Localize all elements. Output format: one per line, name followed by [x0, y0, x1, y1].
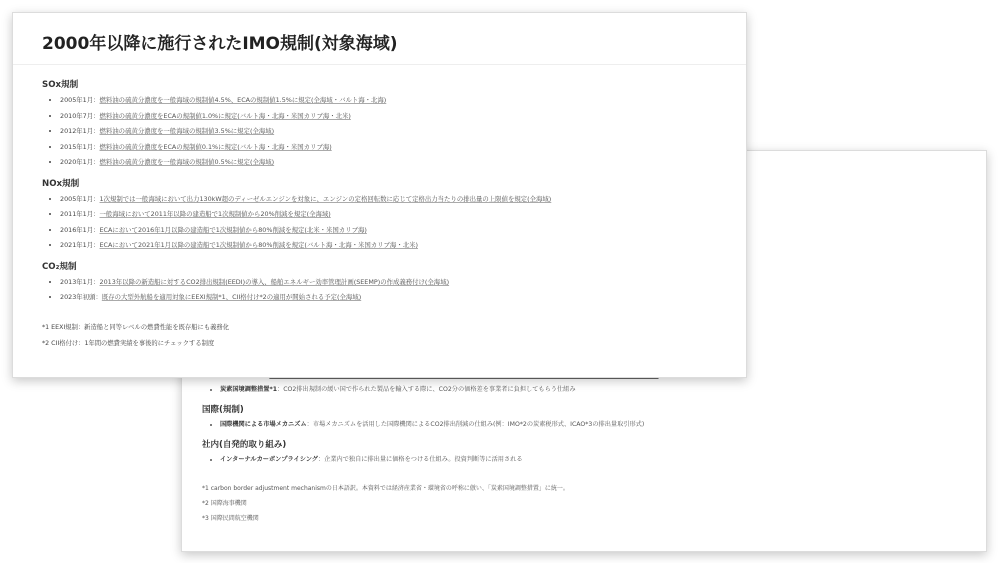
item-label: 2012年1月 — [60, 127, 94, 135]
item-label: 2015年1月 — [60, 142, 94, 151]
footnote: *2 国際海事機関 — [202, 500, 247, 507]
list-item: • 炭素国境調整措置*1：CO2排出規制の緩い国で作られた製品を輸入する際に、CO2分の価格差を事業者に負担してもらう仕組み — [220, 383, 974, 397]
item-text: CO2排出規制の緩い国で作られた製品を輸入する際に、CO2分の価格差を事業者に負担してもらう仕組み — [283, 386, 576, 393]
list-item: • 2021年1月：ECAにおいて2021年1月以降の建造船で1次規制値から80%削減を規定(バルト海・北海・米国カリブ海・北米) — [60, 238, 746, 254]
item-label: 2013年1月 — [60, 277, 94, 286]
list-item: • 2010年7月：燃料油の硫黄分濃度をECAの規制値1.0%に規定(バルト海・北海・米国カリブ海・北米) — [60, 109, 746, 125]
list-item: • 2023年初頭：既存の大型外航船を適用対象にEEXI規制*1、CII格付け*2の適用が開始される予定(全海域) — [60, 290, 746, 306]
list-item: • 2005年1月：1次規制では一般海域において出力130kW超のディーゼルエンジンを対象に、エンジンの定格回転数に応じて定格出力当たりの排出量の上限値を規定(全海域) — [60, 192, 746, 208]
item-text: 企業内で独自に排出量に価格をつける仕組み。投資判断等に活用される — [324, 456, 523, 463]
item-text: 既存の大型外航船を適用対象にEEXI規制*1、CII格付け*2の適用が開始される予定(全海域) — [101, 293, 362, 301]
item-text: 燃料油の硫黄分濃度を一般海域の規制値0.5%に規定(全海域) — [99, 158, 275, 166]
item-label: 2005年1月 — [60, 96, 94, 104]
list-item: • 2011年1月：一般海域において2011年以降の建造船で1次規制値から20%削減を規定(全海域) — [60, 207, 746, 223]
item-label: 2020年1月 — [60, 158, 94, 166]
list-item: • インターナルカーボンプライシング：企業内で独自に排出量に価格をつける仕組み。投資判断等に活用される — [220, 453, 974, 467]
item-label: 国際機関による市場メカニズム — [220, 421, 307, 428]
section-heading: CO₂規制 — [42, 261, 77, 272]
back-card-content — [202, 369, 974, 526]
footnote: *2 CII格付け：1年間の燃費実績を事後的にチェックする制度 — [42, 339, 215, 347]
item-label: インターナルカーボンプライシング — [220, 456, 318, 463]
item-label: 2023年初頭 — [60, 293, 96, 301]
front-document-card — [12, 12, 747, 378]
item-text: 燃料油の硫黄分濃度をECAの規制値0.1%に規定(バルト海・北海・米国カリブ海) — [99, 142, 332, 151]
section-heading: 国際(規制) — [202, 405, 244, 415]
footnotes — [42, 320, 746, 352]
item-text: 2013年以降の新造船に対するCO2排出規制(EEDI)の導入、船舶エネルギー効率管理計画(SEEMP)の作成義務付け(全海域) — [99, 277, 450, 286]
item-text: ECAにおいて2016年1月以降の建造船で1次規制値から80%削減を規定(北米・米国カリブ海) — [99, 225, 367, 234]
item-text: 燃料油の硫黄分濃度を一般海域の規制値4.5%、ECAの規制値1.5%に規定(全海域・バルト海・北海) — [99, 96, 387, 104]
item-label: 2011年1月 — [60, 210, 94, 218]
nox-list — [42, 192, 746, 254]
footnotes — [202, 481, 974, 526]
back-section-list — [202, 453, 974, 467]
list-item: • 2005年1月：燃料油の硫黄分濃度を一般海域の規制値4.5%、ECAの規制値1.5%に規定(全海域・バルト海・北海) — [60, 93, 746, 109]
item-text: 燃料油の硫黄分濃度をECAの規制値1.0%に規定(バルト海・北海・米国カリブ海・北米) — [99, 111, 351, 120]
list-item: • 2012年1月：燃料油の硫黄分濃度を一般海域の規制値3.5%に規定(全海域) — [60, 124, 746, 140]
list-item: • 2016年1月：ECAにおいて2016年1月以降の建造船で1次規制値から80%削減を規定(北米・米国カリブ海) — [60, 223, 746, 239]
front-card-content — [13, 65, 746, 352]
item-label: 2021年1月 — [60, 241, 94, 249]
list-item: • 2020年1月：燃料油の硫黄分濃度を一般海域の規制値0.5%に規定(全海域) — [60, 155, 746, 171]
footnote: *1 EEXI規制：新造船と同等レベルの燃費性能を既存船にも義務化 — [42, 323, 230, 331]
back-section-list — [202, 418, 974, 432]
list-item: • 2013年1月：2013年以降の新造船に対するCO2排出規制(EEDI)の導入、船舶エネルギー効率管理計画(SEEMP)の作成義務付け(全海域) — [60, 275, 746, 291]
item-text: 一般海域において2011年以降の建造船で1次規制値から20%削減を規定(全海域) — [99, 210, 331, 218]
list-item: • 2015年1月：燃料油の硫黄分濃度をECAの規制値0.1%に規定(バルト海・北海・米国カリブ海) — [60, 140, 746, 156]
list-item: • 国際機関による市場メカニズム：市場メカニズムを活用した国際機関によるCO2排出削減の仕組み(例：IMO*2の炭素税形式、ICAO*3の排出量取引形式) — [220, 418, 974, 432]
item-label: 2016年1月 — [60, 225, 94, 234]
footnote: *1 carbon border adjustment mechanismの日本語訳。本資料では経済産業省・環境省の呼称に倣い、「炭素国境調整措置」に統一。 — [202, 485, 569, 492]
item-text: 市場メカニズムを活用した国際機関によるCO2排出削減の仕組み(例：IMO*2の炭素税形式、ICAO*3の排出量取引形式) — [312, 421, 645, 428]
item-label: 2005年1月 — [60, 194, 94, 203]
page-title: 2000年以降に施行されたIMO規制(対象海域) — [13, 13, 746, 65]
item-text: 燃料油の硫黄分濃度を一般海域の規制値3.5%に規定(全海域) — [99, 127, 275, 135]
co2-list — [42, 275, 746, 306]
sox-list — [42, 93, 746, 171]
item-text: 1次規制では一般海域において出力130kW超のディーゼルエンジンを対象に、エンジンの定格回転数に応じて定格出力当たりの排出量の上限値を規定(全海域) — [99, 194, 552, 203]
item-label: 2010年7月 — [60, 111, 94, 120]
item-label: 炭素国境調整措置*1 — [220, 386, 278, 393]
footnote: *3 国際民間航空機関 — [202, 515, 259, 522]
section-heading: SOx規制 — [42, 80, 79, 90]
section-heading: 社内(自発的取り組み) — [202, 440, 287, 450]
section-heading: NOx規制 — [42, 178, 80, 189]
item-text: ECAにおいて2021年1月以降の建造船で1次規制値から80%削減を規定(バルト海・北海・米国カリブ海・北米) — [99, 241, 418, 249]
